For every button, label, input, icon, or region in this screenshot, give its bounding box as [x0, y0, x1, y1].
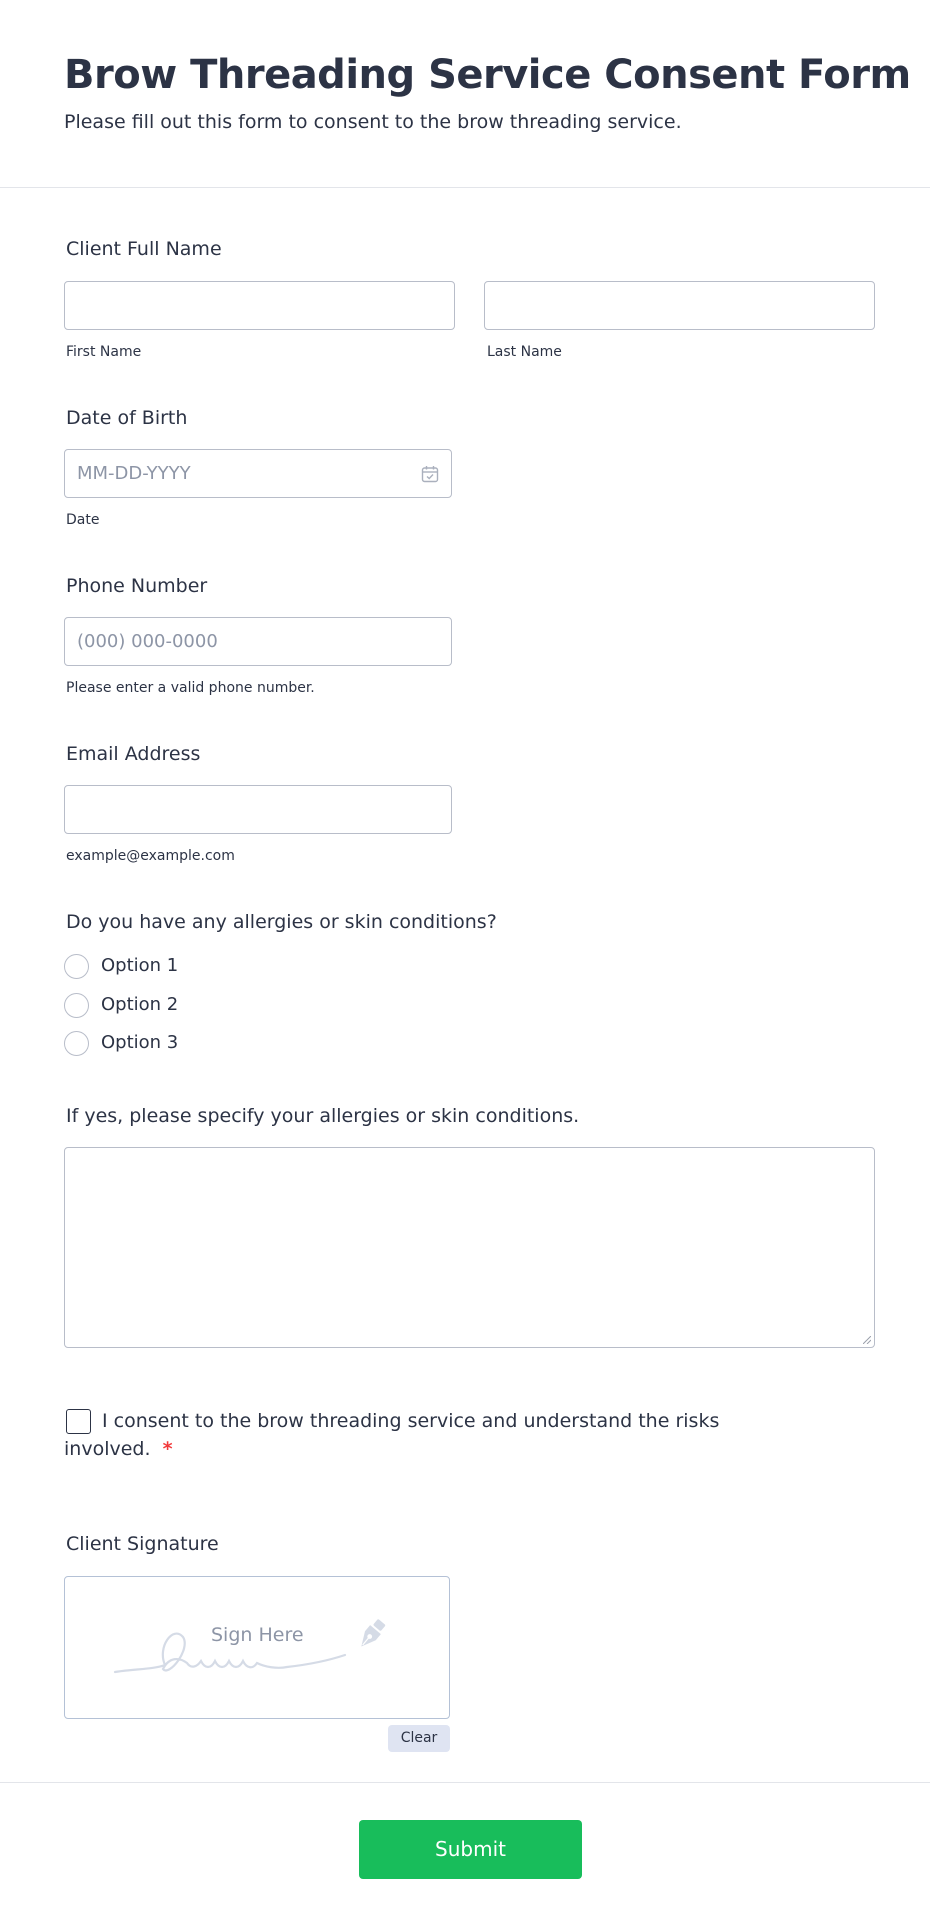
dob-label: Date of Birth — [66, 407, 188, 429]
dob-input[interactable] — [64, 449, 452, 498]
radio-button[interactable] — [64, 954, 89, 979]
footer-divider — [0, 1782, 930, 1783]
consent-text: I consent to the brow threading service and understand the risks involved. — [64, 1410, 720, 1460]
email-sublabel: example@example.com — [66, 848, 235, 864]
form-header — [0, 0, 930, 188]
radio-button[interactable] — [64, 1031, 89, 1056]
first-name-input[interactable] — [64, 281, 455, 330]
last-name-input[interactable] — [484, 281, 875, 330]
phone-placeholder: (000) 000-0000 — [77, 631, 218, 652]
signature-scribble-icon — [65, 1577, 451, 1720]
radio-label: Option 1 — [101, 955, 179, 976]
resize-grip-icon[interactable] — [863, 1336, 871, 1344]
radio-button[interactable] — [64, 993, 89, 1018]
signature-label: Client Signature — [66, 1533, 219, 1555]
phone-input[interactable] — [64, 617, 452, 666]
email-label: Email Address — [66, 743, 201, 765]
first-name-sublabel: First Name — [66, 344, 142, 360]
signature-placeholder: Sign Here — [211, 1624, 304, 1646]
email-input[interactable] — [64, 785, 452, 834]
pen-nib-icon — [353, 1617, 389, 1653]
consent-label — [64, 1407, 744, 1463]
last-name-sublabel: Last Name — [487, 344, 562, 360]
dob-placeholder: MM-DD-YYYY — [77, 463, 191, 484]
form-title: Brow Threading Service Consent Form — [64, 52, 911, 98]
phone-sublabel: Please enter a valid phone number. — [66, 680, 315, 696]
full-name-label: Client Full Name — [66, 238, 222, 260]
form-subtitle: Please fill out this form to consent to the brow threading service. — [64, 111, 682, 133]
required-mark: * — [162, 1438, 173, 1460]
allergies-label: Do you have any allergies or skin conditions? — [66, 911, 497, 933]
phone-label: Phone Number — [66, 575, 208, 597]
signature-clear-button[interactable]: Clear — [388, 1725, 450, 1752]
signature-pad[interactable] — [64, 1576, 450, 1719]
submit-button[interactable]: Submit — [359, 1820, 582, 1879]
radio-label: Option 3 — [101, 1032, 179, 1053]
calendar-icon[interactable] — [421, 465, 439, 483]
dob-sublabel: Date — [66, 512, 100, 528]
allergies-detail-label: If yes, please specify your allergies or skin conditions. — [66, 1105, 580, 1127]
allergies-detail-textarea[interactable] — [64, 1147, 875, 1348]
radio-label: Option 2 — [101, 994, 179, 1015]
